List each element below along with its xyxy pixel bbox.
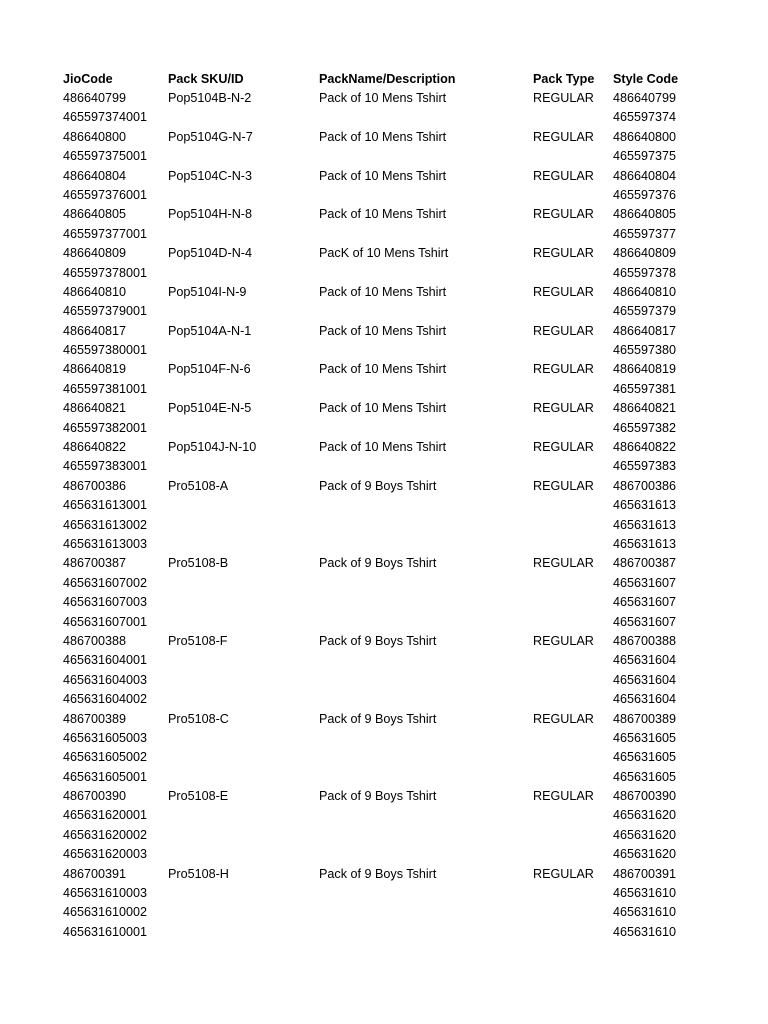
table-row xyxy=(63,128,753,147)
table-row xyxy=(63,380,753,399)
cell-pack-sku: Pop5104H-N-8 xyxy=(168,207,253,222)
cell-pack-sku: Pop5104E-N-5 xyxy=(168,401,252,416)
cell-style-code: 486700388 xyxy=(613,633,677,648)
cell-jiocode: 465631605003 xyxy=(63,730,148,745)
cell-pack-type: REGULAR xyxy=(533,246,594,261)
cell-pack-type: REGULAR xyxy=(533,129,594,144)
cell-pack-name: Pack of 10 Mens Tshirt xyxy=(319,362,447,377)
cell-style-code: 465597378 xyxy=(613,265,677,280)
cell-style-code: 465631613 xyxy=(613,536,677,551)
cell-pack-sku: Pop5104D-N-4 xyxy=(168,246,253,261)
table-row xyxy=(63,225,753,244)
cell-jiocode: 486640800 xyxy=(63,129,127,144)
cell-jiocode: 465631604002 xyxy=(63,692,148,707)
cell-pack-name: Pack of 10 Mens Tshirt xyxy=(319,168,447,183)
cell-jiocode: 486700391 xyxy=(63,866,127,881)
cell-jiocode: 465597382001 xyxy=(63,420,148,435)
cell-pack-sku: Pop5104A-N-1 xyxy=(168,323,252,338)
table-body xyxy=(63,89,753,942)
cell-jiocode: 486700389 xyxy=(63,711,127,726)
table-row xyxy=(63,496,753,515)
cell-jiocode: 486700390 xyxy=(63,789,127,804)
cell-style-code: 465597377 xyxy=(613,226,677,241)
cell-style-code: 465597374 xyxy=(613,110,677,125)
cell-pack-sku: Pro5108-H xyxy=(168,866,229,881)
cell-jiocode: 486640817 xyxy=(63,323,127,338)
cell-style-code: 465631605 xyxy=(613,750,677,765)
cell-style-code: 465631604 xyxy=(613,653,677,668)
cell-jiocode: 465631610002 xyxy=(63,905,148,920)
cell-pack-type: REGULAR xyxy=(533,556,594,571)
cell-style-code: 486640810 xyxy=(613,284,677,299)
cell-jiocode: 465597381001 xyxy=(63,381,148,396)
header-jiocode: JioCode xyxy=(63,72,113,86)
cell-jiocode: 465631620002 xyxy=(63,827,148,842)
cell-pack-name: Pack of 10 Mens Tshirt xyxy=(319,284,447,299)
cell-style-code: 486640817 xyxy=(613,323,677,338)
table-row xyxy=(63,89,753,108)
cell-style-code: 465597382 xyxy=(613,420,677,435)
cell-jiocode: 465631605002 xyxy=(63,750,148,765)
cell-pack-type: REGULAR xyxy=(533,440,594,455)
table-row xyxy=(63,729,753,748)
cell-pack-name: Pack of 10 Mens Tshirt xyxy=(319,401,447,416)
table-row xyxy=(63,244,753,263)
cell-pack-type: REGULAR xyxy=(533,478,594,493)
cell-jiocode: 465631620001 xyxy=(63,808,148,823)
table-row xyxy=(63,360,753,379)
table-row xyxy=(63,167,753,186)
cell-pack-name: PacK of 10 Mens Tshirt xyxy=(319,246,449,261)
header-pack-type: Pack Type xyxy=(533,72,595,86)
cell-style-code: 465631607 xyxy=(613,595,677,610)
table-row xyxy=(63,748,753,767)
cell-jiocode: 465631610001 xyxy=(63,924,148,939)
cell-jiocode: 486640819 xyxy=(63,362,127,377)
table-row xyxy=(63,593,753,612)
cell-style-code: 486640800 xyxy=(613,129,677,144)
table-row xyxy=(63,903,753,922)
table-row xyxy=(63,768,753,787)
cell-jiocode: 465631613002 xyxy=(63,517,148,532)
header-pack-sku: Pack SKU/ID xyxy=(168,72,244,86)
cell-jiocode: 486700386 xyxy=(63,478,127,493)
table-row xyxy=(63,845,753,864)
table-row xyxy=(63,884,753,903)
cell-style-code: 486640819 xyxy=(613,362,677,377)
cell-jiocode: 465597375001 xyxy=(63,149,148,164)
table-row xyxy=(63,787,753,806)
cell-pack-name: Pack of 10 Mens Tshirt xyxy=(319,129,447,144)
cell-style-code: 486700390 xyxy=(613,789,677,804)
cell-style-code: 465631613 xyxy=(613,498,677,513)
cell-style-code: 465631610 xyxy=(613,905,677,920)
cell-pack-type: REGULAR xyxy=(533,711,594,726)
cell-style-code: 465631620 xyxy=(613,847,677,862)
cell-style-code: 465631620 xyxy=(613,808,677,823)
cell-style-code: 486700391 xyxy=(613,866,677,881)
table-row xyxy=(63,806,753,825)
cell-pack-type: REGULAR xyxy=(533,284,594,299)
header-pack-name: PackName/Description xyxy=(319,72,456,86)
table-row xyxy=(63,710,753,729)
cell-pack-name: Pack of 9 Boys Tshirt xyxy=(319,478,437,493)
cell-style-code: 486640805 xyxy=(613,207,677,222)
table-row xyxy=(63,399,753,418)
cell-jiocode: 486640804 xyxy=(63,168,127,183)
cell-pack-name: Pack of 10 Mens Tshirt xyxy=(319,91,447,105)
cell-pack-name: Pack of 9 Boys Tshirt xyxy=(319,866,437,881)
table-row xyxy=(63,632,753,651)
table-row xyxy=(63,322,753,341)
cell-style-code: 465631604 xyxy=(613,672,677,687)
cell-style-code: 486700386 xyxy=(613,478,677,493)
cell-pack-sku: Pop5104G-N-7 xyxy=(168,129,253,144)
header-row xyxy=(63,69,753,89)
cell-jiocode: 465631607002 xyxy=(63,575,148,590)
table-row xyxy=(63,865,753,884)
table-row xyxy=(63,535,753,554)
cell-jiocode: 465597374001 xyxy=(63,110,148,125)
table-row xyxy=(63,264,753,283)
cell-jiocode: 486640822 xyxy=(63,440,127,455)
table-row xyxy=(63,283,753,302)
cell-jiocode: 486700388 xyxy=(63,633,127,648)
cell-pack-sku: Pro5108-F xyxy=(168,633,228,648)
table-row xyxy=(63,419,753,438)
table-row xyxy=(63,574,753,593)
cell-style-code: 465631605 xyxy=(613,769,677,784)
table-row xyxy=(63,516,753,535)
cell-style-code: 465597376 xyxy=(613,187,677,202)
cell-pack-name: Pack of 9 Boys Tshirt xyxy=(319,789,437,804)
cell-style-code: 465597380 xyxy=(613,343,677,358)
table-row xyxy=(63,147,753,166)
cell-pack-type: REGULAR xyxy=(533,633,594,648)
cell-pack-name: Pack of 9 Boys Tshirt xyxy=(319,556,437,571)
table-row xyxy=(63,651,753,670)
cell-style-code: 486640804 xyxy=(613,168,677,183)
table-row xyxy=(63,826,753,845)
cell-jiocode: 465597383001 xyxy=(63,459,148,474)
cell-style-code: 486700387 xyxy=(613,556,677,571)
cell-pack-sku: Pop5104B-N-2 xyxy=(168,91,252,105)
cell-style-code: 465597375 xyxy=(613,149,677,164)
cell-jiocode: 465597376001 xyxy=(63,187,148,202)
cell-pack-type: REGULAR xyxy=(533,866,594,881)
cell-pack-sku: Pro5108-B xyxy=(168,556,229,571)
cell-style-code: 465631605 xyxy=(613,730,677,745)
cell-jiocode: 486640805 xyxy=(63,207,127,222)
table-row xyxy=(63,205,753,224)
cell-pack-sku: Pop5104J-N-10 xyxy=(168,440,257,455)
cell-style-code: 465631610 xyxy=(613,886,677,901)
cell-jiocode: 465597379001 xyxy=(63,304,148,319)
cell-jiocode: 486640799 xyxy=(63,91,127,105)
cell-pack-sku: Pop5104F-N-6 xyxy=(168,362,251,377)
table-row xyxy=(63,477,753,496)
cell-pack-name: Pack of 10 Mens Tshirt xyxy=(319,207,447,222)
cell-pack-sku: Pop5104I-N-9 xyxy=(168,284,247,299)
cell-pack-type: REGULAR xyxy=(533,168,594,183)
cell-pack-name: Pack of 9 Boys Tshirt xyxy=(319,633,437,648)
table-row xyxy=(63,457,753,476)
cell-style-code: 465597379 xyxy=(613,304,677,319)
cell-style-code: 486700389 xyxy=(613,711,677,726)
cell-jiocode: 486640809 xyxy=(63,246,127,261)
cell-jiocode: 465631613001 xyxy=(63,498,148,513)
table-row xyxy=(63,671,753,690)
cell-jiocode: 465631604003 xyxy=(63,672,148,687)
cell-style-code: 465631613 xyxy=(613,517,677,532)
cell-jiocode: 465631607001 xyxy=(63,614,148,629)
cell-pack-type: REGULAR xyxy=(533,207,594,222)
cell-style-code: 465631607 xyxy=(613,614,677,629)
cell-jiocode: 465597378001 xyxy=(63,265,148,280)
cell-style-code: 465631610 xyxy=(613,924,677,939)
cell-style-code: 486640799 xyxy=(613,91,677,105)
cell-jiocode: 486640821 xyxy=(63,401,127,416)
table-row xyxy=(63,108,753,127)
cell-pack-name: Pack of 10 Mens Tshirt xyxy=(319,440,447,455)
cell-jiocode: 486700387 xyxy=(63,556,127,571)
cell-pack-type: REGULAR xyxy=(533,323,594,338)
cell-style-code: 465631604 xyxy=(613,692,677,707)
cell-style-code: 465631620 xyxy=(613,827,677,842)
cell-pack-type: REGULAR xyxy=(533,362,594,377)
header-style-code: Style Code xyxy=(613,72,679,86)
table-row xyxy=(63,923,753,942)
table-row xyxy=(63,690,753,709)
cell-pack-type: REGULAR xyxy=(533,401,594,416)
table-row xyxy=(63,341,753,360)
cell-jiocode: 465631604001 xyxy=(63,653,148,668)
cell-jiocode: 465631607003 xyxy=(63,595,148,610)
cell-pack-sku: Pro5108-A xyxy=(168,478,229,493)
table-row xyxy=(63,554,753,573)
cell-pack-sku: Pro5108-C xyxy=(168,711,229,726)
cell-jiocode: 465631605001 xyxy=(63,769,148,784)
table-row xyxy=(63,302,753,321)
spreadsheet-table xyxy=(63,69,753,942)
cell-jiocode: 465631620003 xyxy=(63,847,148,862)
cell-style-code: 465631607 xyxy=(613,575,677,590)
cell-pack-name: Pack of 9 Boys Tshirt xyxy=(319,711,437,726)
table-row xyxy=(63,613,753,632)
cell-jiocode: 465631610003 xyxy=(63,886,148,901)
cell-style-code: 465597381 xyxy=(613,381,677,396)
cell-style-code: 465597383 xyxy=(613,459,677,474)
cell-jiocode: 465597377001 xyxy=(63,226,148,241)
cell-jiocode: 486640810 xyxy=(63,284,127,299)
cell-style-code: 486640809 xyxy=(613,246,677,261)
cell-pack-name: Pack of 10 Mens Tshirt xyxy=(319,323,447,338)
cell-style-code: 486640821 xyxy=(613,401,677,416)
table-row xyxy=(63,186,753,205)
cell-jiocode: 465631613003 xyxy=(63,536,148,551)
cell-pack-sku: Pro5108-E xyxy=(168,789,229,804)
cell-pack-type: REGULAR xyxy=(533,789,594,804)
cell-pack-sku: Pop5104C-N-3 xyxy=(168,168,253,183)
cell-pack-type: REGULAR xyxy=(533,91,594,105)
table-row xyxy=(63,438,753,457)
cell-jiocode: 465597380001 xyxy=(63,343,148,358)
cell-style-code: 486640822 xyxy=(613,440,677,455)
